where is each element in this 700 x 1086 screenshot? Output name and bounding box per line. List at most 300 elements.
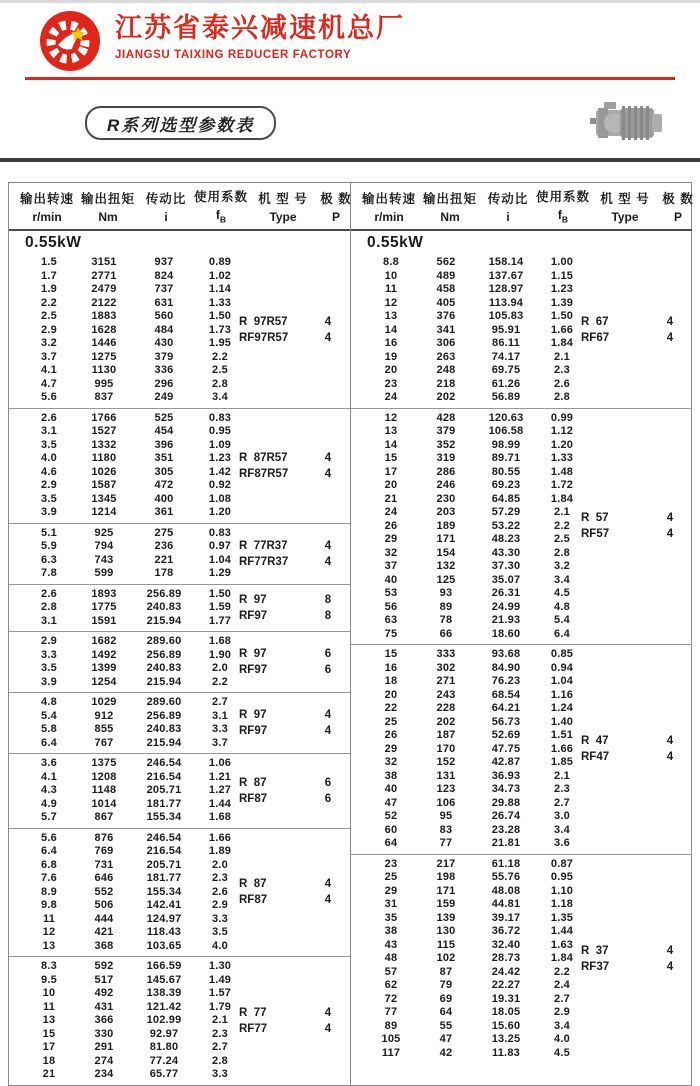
table-cell: 6.4 <box>41 736 57 749</box>
table-cell: 3.3 <box>41 648 57 661</box>
table-cell: 2.0 <box>212 858 228 871</box>
model-type-label: RF87R57 <box>239 467 289 480</box>
table-cell: 631 <box>154 296 174 309</box>
table-cell: 23 <box>384 857 398 870</box>
table-cell: 52.69 <box>491 729 521 741</box>
header-ratio: 传动比 i <box>487 191 529 224</box>
table-cell: 37.30 <box>491 560 521 572</box>
table-cell: 3.1 <box>212 709 228 722</box>
table-cell: 47 <box>384 796 398 809</box>
table-cell: 152 <box>436 756 456 768</box>
table-cell: 32.40 <box>491 938 521 951</box>
table-cell: 7.8 <box>41 567 57 579</box>
table-cell: 240.83 <box>146 662 182 674</box>
table-cell: 4.0 <box>212 939 228 952</box>
table-cell: 737 <box>154 283 174 295</box>
table-cell: 72 <box>384 992 398 1005</box>
red-divider <box>25 77 675 80</box>
table-cell: 5.7 <box>41 811 57 823</box>
table-cell: 2.2 <box>41 296 57 309</box>
table-cell: 246.54 <box>146 831 182 844</box>
table-cell: 158.14 <box>488 256 524 268</box>
table-cell: 74.17 <box>491 350 521 363</box>
table-cell: 3.4 <box>554 823 570 836</box>
type-column <box>239 592 347 624</box>
data-block <box>9 631 350 692</box>
table-cell: 8.8 <box>383 256 399 268</box>
model-type-label: R 77 <box>239 1006 267 1019</box>
table-cell: 1029 <box>91 696 117 708</box>
table-cell: 117 <box>381 1046 401 1059</box>
table-cell: 246 <box>436 479 456 491</box>
table-cell: 1893 <box>91 587 117 600</box>
table-cell: 1.68 <box>208 811 232 823</box>
table-cell: 1275 <box>91 350 117 363</box>
table-cell: 23.28 <box>491 823 521 836</box>
table-cell: 15 <box>384 452 398 464</box>
table-cell: 2.5 <box>554 533 570 545</box>
table-cell: 361 <box>154 506 174 518</box>
table-cell: 234 <box>94 1068 114 1080</box>
table-cell: 170 <box>436 742 456 755</box>
table-cell: 1.72 <box>550 479 574 491</box>
table-cell: 25 <box>384 715 398 728</box>
pole-count-value: 8 <box>324 593 332 606</box>
header-model-type: 机 型 号 Type <box>258 191 308 224</box>
table-cell: 2.3 <box>554 364 570 376</box>
table-cell: 3.6 <box>554 837 570 849</box>
table-cell: 21 <box>42 1068 56 1080</box>
header-poles: 极 数 P <box>320 191 352 224</box>
table-cell: 2.6 <box>41 411 57 424</box>
table-cell: 26 <box>384 729 398 741</box>
table-cell: 218 <box>436 377 456 390</box>
table-cell: 330 <box>94 1027 114 1040</box>
table-cell: 2.9 <box>41 479 57 491</box>
table-cell: 1.50 <box>208 587 232 600</box>
table-cell: 306 <box>436 337 456 349</box>
table-cell: 4.1 <box>41 364 57 376</box>
table-cell: 47.75 <box>491 742 521 755</box>
pole-count-value: 4 <box>324 467 332 480</box>
table-cell: 1.51 <box>550 729 574 741</box>
table-cell: 21 <box>384 492 398 505</box>
table-cell: 93.68 <box>491 648 521 660</box>
table-header <box>351 183 692 231</box>
data-block <box>9 253 350 408</box>
type-column <box>239 1005 347 1037</box>
table-cell: 17 <box>384 465 398 478</box>
table-cell: 2.1 <box>554 769 570 782</box>
table-cell: 40 <box>384 783 398 795</box>
table-cell: 22.27 <box>491 979 521 991</box>
table-cell: 230 <box>436 492 456 505</box>
table-cell: 1.95 <box>208 337 232 349</box>
table-cell: 274 <box>94 1054 114 1067</box>
table-cell: 1014 <box>91 797 117 810</box>
table-cell: 2.3 <box>554 783 570 795</box>
table-cell: 32 <box>384 546 398 559</box>
table-cell: 3.1 <box>41 425 57 437</box>
table-cell: 131 <box>436 769 456 782</box>
table-cell: 13 <box>384 310 398 322</box>
table-cell: 18 <box>42 1054 56 1067</box>
table-cell: 65.77 <box>149 1068 179 1080</box>
table-cell: 137.67 <box>488 269 524 282</box>
table-cell: 15 <box>42 1027 56 1040</box>
table-cell: 31 <box>384 898 398 910</box>
table-cell: 166.59 <box>146 960 182 972</box>
reducer-product-image <box>584 98 670 146</box>
table-cell: 400 <box>154 492 174 505</box>
series-title-badge: R系列选型参数表 <box>85 106 276 140</box>
table-cell: 560 <box>154 310 174 322</box>
table-cell: 1.7 <box>41 269 57 282</box>
table-cell: 296 <box>154 377 174 390</box>
factory-logo-icon <box>38 9 102 73</box>
model-type-label: RF97R57 <box>239 332 289 345</box>
table-cell: 2.7 <box>212 696 228 708</box>
pole-count-value: 4 <box>324 555 332 568</box>
table-cell: 995 <box>94 377 114 390</box>
table-cell: 3.9 <box>41 506 57 518</box>
data-blocks-right <box>351 253 692 1085</box>
data-block <box>351 408 692 645</box>
table-cell: 64.21 <box>491 702 521 714</box>
table-cell: 29 <box>384 533 398 545</box>
table-cell: 26.31 <box>491 587 521 599</box>
table-cell: 256.89 <box>146 648 182 661</box>
header-service-factor: 使用系数 $f_B$ <box>194 190 249 225</box>
table-cell: 366 <box>94 1014 114 1026</box>
table-cell: 1.50 <box>208 310 232 322</box>
table-cell: 113.94 <box>488 296 524 309</box>
model-type-label: RF87 <box>239 894 268 907</box>
type-column <box>239 707 347 739</box>
table-cell: 2.8 <box>212 377 228 390</box>
table-cell: 2.1 <box>554 350 570 363</box>
table-cell: 458 <box>436 283 456 295</box>
table-cell: 63 <box>384 614 398 626</box>
table-cell: 4.5 <box>554 587 570 599</box>
parameter-tables <box>8 182 692 1086</box>
header-poles: 极 数 P <box>662 191 694 224</box>
page-header <box>0 3 700 75</box>
table-cell: 0.85 <box>550 648 574 660</box>
table-cell: 376 <box>436 310 456 322</box>
table-cell: 1.73 <box>208 323 232 336</box>
table-cell: 9.8 <box>41 899 57 911</box>
model-type-label: R 47 <box>581 735 609 748</box>
table-cell: 1.90 <box>208 648 232 661</box>
table-cell: 78 <box>439 614 453 626</box>
table-cell: 0.83 <box>208 411 232 424</box>
table-cell: 3.9 <box>41 675 57 688</box>
table-cell: 69.75 <box>491 364 521 376</box>
table-cell: 1.9 <box>41 283 57 295</box>
table-cell: 64 <box>439 1006 453 1018</box>
table-cell: 145.67 <box>146 973 182 986</box>
table-cell: 13 <box>384 425 398 437</box>
table-cell: 1.44 <box>550 925 574 937</box>
table-cell: 3.3 <box>212 1068 228 1080</box>
model-type-label: R 97R57 <box>239 316 288 329</box>
model-type-label: RF47 <box>581 751 610 764</box>
data-block <box>351 854 692 1064</box>
table-cell: 1.16 <box>550 688 574 701</box>
table-cell: 525 <box>154 411 174 424</box>
table-cell: 189 <box>436 519 456 532</box>
table-cell: 4.6 <box>41 465 57 478</box>
table-cell: 1527 <box>91 425 117 437</box>
type-column <box>581 314 689 346</box>
pole-count-value: 4 <box>324 539 332 552</box>
table-cell: 29.88 <box>491 796 521 809</box>
table-cell: 1.66 <box>208 831 232 844</box>
table-cell: 421 <box>94 926 114 938</box>
table-cell: 198 <box>436 871 456 883</box>
table-cell: 336 <box>154 364 174 376</box>
table-cell: 47 <box>439 1033 453 1045</box>
table-cell: 115 <box>436 938 456 951</box>
table-cell: 1332 <box>91 438 117 451</box>
table-cell: 379 <box>154 350 174 363</box>
pole-count-value: 4 <box>666 735 674 748</box>
table-cell: 3151 <box>91 256 117 268</box>
table-cell: 1.77 <box>208 614 232 627</box>
table-cell: 1.39 <box>550 296 574 309</box>
table-cell: 34.73 <box>491 783 521 795</box>
table-cell: 0.92 <box>208 479 232 491</box>
table-cell: 89 <box>384 1019 398 1032</box>
pole-count-value: 4 <box>666 960 674 973</box>
table-cell: 43.30 <box>491 546 521 559</box>
table-cell: 2.8 <box>554 391 570 403</box>
table-cell: 1.23 <box>208 452 232 464</box>
table-cell: 333 <box>436 648 456 660</box>
table-cell: 305 <box>154 465 174 478</box>
table-cell: 454 <box>154 425 174 437</box>
model-type-label: RF37 <box>581 960 610 973</box>
table-cell: 4.0 <box>554 1033 570 1045</box>
table-cell: 1.20 <box>208 506 232 518</box>
table-cell: 3.0 <box>554 810 570 822</box>
table-cell: 1.49 <box>208 973 232 986</box>
table-cell: 80.55 <box>491 465 521 478</box>
table-cell: 3.3 <box>212 723 228 735</box>
data-blocks-left <box>9 253 350 1085</box>
table-cell: 2.8 <box>554 546 570 559</box>
table-cell: 2.1 <box>212 1014 228 1026</box>
table-cell: 83 <box>439 823 453 836</box>
table-cell: 10 <box>42 987 56 999</box>
table-cell: 0.95 <box>550 871 574 883</box>
type-column <box>239 538 347 570</box>
table-cell: 1.85 <box>550 756 574 768</box>
pole-count-value: 4 <box>666 944 674 957</box>
table-cell: 8.9 <box>41 885 57 898</box>
table-cell: 2.3 <box>212 872 228 884</box>
model-type-label: R 57 <box>581 512 609 525</box>
table-cell: 10 <box>384 269 398 282</box>
table-cell: 1682 <box>91 635 117 647</box>
table-cell: 1591 <box>91 614 117 627</box>
table-cell: 562 <box>436 256 456 268</box>
table-cell: 302 <box>436 661 456 674</box>
table-cell: 202 <box>436 391 456 403</box>
table-cell: 5.6 <box>41 391 57 403</box>
table-cell: 256.89 <box>146 709 182 722</box>
table-cell: 21.81 <box>491 837 521 849</box>
table-cell: 1.35 <box>550 911 574 924</box>
table-cell: 53.22 <box>491 519 521 532</box>
table-cell: 15 <box>384 648 398 660</box>
table-cell: 23 <box>384 377 398 390</box>
table-cell: 291 <box>94 1041 114 1053</box>
table-cell: 837 <box>94 391 114 403</box>
table-cell: 106 <box>436 796 456 809</box>
table-cell: 11 <box>42 1000 56 1013</box>
table-cell: 3.7 <box>41 350 57 363</box>
table-cell: 22 <box>384 702 398 714</box>
table-cell: 25 <box>384 871 398 883</box>
table-cell: 1.18 <box>550 898 574 910</box>
table-cell: 66 <box>439 627 453 640</box>
header-ratio: 传动比 i <box>145 191 187 224</box>
table-cell: 102.99 <box>146 1014 182 1026</box>
table-cell: 20 <box>384 364 398 376</box>
type-column <box>581 733 689 765</box>
table-cell: 5.4 <box>554 614 570 626</box>
table-cell: 2.8 <box>41 601 57 613</box>
table-cell: 3.5 <box>41 662 57 674</box>
table-cell: 646 <box>94 872 114 884</box>
table-cell: 6.4 <box>41 845 57 857</box>
table-cell: 12 <box>384 411 398 424</box>
header-output-speed: 输出转速 r/min <box>19 191 74 224</box>
table-cell: 0.97 <box>208 540 232 552</box>
table-cell: 205.71 <box>146 858 182 871</box>
data-block <box>9 408 350 523</box>
table-cell: 6.4 <box>554 627 570 640</box>
table-cell: 32 <box>384 756 398 768</box>
table-cell: 2.2 <box>554 965 570 978</box>
table-cell: 2.2 <box>212 675 228 688</box>
table-cell: 2.6 <box>554 377 570 390</box>
table-cell: 139 <box>436 911 456 924</box>
dark-divider <box>0 158 700 162</box>
data-block <box>9 753 350 828</box>
table-cell: 1.68 <box>208 635 232 647</box>
table-cell: 84.90 <box>491 661 521 674</box>
table-cell: 92.97 <box>149 1027 179 1040</box>
table-cell: 121.42 <box>146 1000 182 1013</box>
table-cell: 405 <box>436 296 456 309</box>
table-cell: 42.87 <box>491 756 521 768</box>
table-cell: 731 <box>94 858 114 871</box>
company-name-en: JIANGSU TAIXING REDUCER FACTORY <box>115 49 352 61</box>
table-cell: 38 <box>384 769 398 782</box>
table-cell: 35 <box>384 911 398 924</box>
table-cell: 517 <box>94 973 114 986</box>
table-cell: 2.9 <box>41 323 57 336</box>
table-cell: 743 <box>94 553 114 566</box>
table-cell: 236 <box>154 540 174 552</box>
table-cell: 1.84 <box>550 492 574 505</box>
pole-count-value: 4 <box>666 316 674 329</box>
table-cell: 26.74 <box>491 810 521 822</box>
table-cell: 69.23 <box>491 479 521 491</box>
table-cell: 48.23 <box>491 533 521 545</box>
table-cell: 21.93 <box>491 614 521 626</box>
table-cell: 4.7 <box>41 377 57 390</box>
table-cell: 0.83 <box>208 526 232 539</box>
table-cell: 5.6 <box>41 831 57 844</box>
table-cell: 19 <box>384 350 398 363</box>
table-cell: 11 <box>384 283 398 295</box>
power-rating-label: 0.55kW <box>25 234 82 251</box>
type-column <box>239 646 347 678</box>
table-cell: 506 <box>94 899 114 911</box>
table-cell: 1.33 <box>550 452 574 464</box>
model-type-label: RF97 <box>239 725 268 737</box>
table-cell: 86.11 <box>492 337 520 349</box>
table-cell: 2.6 <box>212 885 228 898</box>
table-cell: 2.0 <box>212 662 228 674</box>
table-cell: 6.8 <box>41 858 57 871</box>
table-cell: 1180 <box>91 452 117 464</box>
table-cell: 5.8 <box>41 723 57 735</box>
model-type-label: RF87 <box>239 792 268 805</box>
model-type-label: RF97 <box>239 664 268 676</box>
table-cell: 68.54 <box>491 688 521 701</box>
table-cell: 53 <box>384 587 398 599</box>
table-cell: 57 <box>384 965 398 978</box>
table-cell: 1.44 <box>208 797 232 810</box>
table-cell: 18.05 <box>491 1006 521 1018</box>
table-cell: 1.50 <box>550 310 574 322</box>
model-type-label: R 67 <box>581 316 609 329</box>
pole-count-value: 6 <box>324 664 332 676</box>
table-cell: 95.91 <box>491 323 521 336</box>
table-cell: 24.99 <box>491 600 521 613</box>
table-cell: 2.6 <box>41 587 57 600</box>
table-cell: 29 <box>384 884 398 897</box>
table-cell: 187 <box>436 729 456 741</box>
table-cell: 1492 <box>91 648 117 661</box>
table-cell: 81.80 <box>149 1041 179 1053</box>
pole-count-value: 4 <box>324 725 332 737</box>
pole-count-value: 4 <box>324 332 332 345</box>
table-cell: 93 <box>439 587 453 599</box>
table-cell: 3.2 <box>41 337 57 349</box>
table-cell: 1.57 <box>208 987 232 999</box>
table-cell: 75 <box>384 627 398 640</box>
table-cell: 1.06 <box>208 757 232 769</box>
table-cell: 89.71 <box>491 452 521 464</box>
table-header <box>9 183 350 231</box>
table-cell: 1.04 <box>550 675 574 687</box>
table-cell: 3.6 <box>41 757 57 769</box>
table-cell: 767 <box>94 736 114 749</box>
table-cell: 142.41 <box>146 899 182 911</box>
table-cell: 876 <box>94 831 114 844</box>
pole-count-value: 4 <box>324 1022 332 1035</box>
table-cell: 246.54 <box>146 757 182 769</box>
table-cell: 216.54 <box>146 845 182 857</box>
table-cell: 44.81 <box>491 898 521 910</box>
data-block <box>9 692 350 753</box>
